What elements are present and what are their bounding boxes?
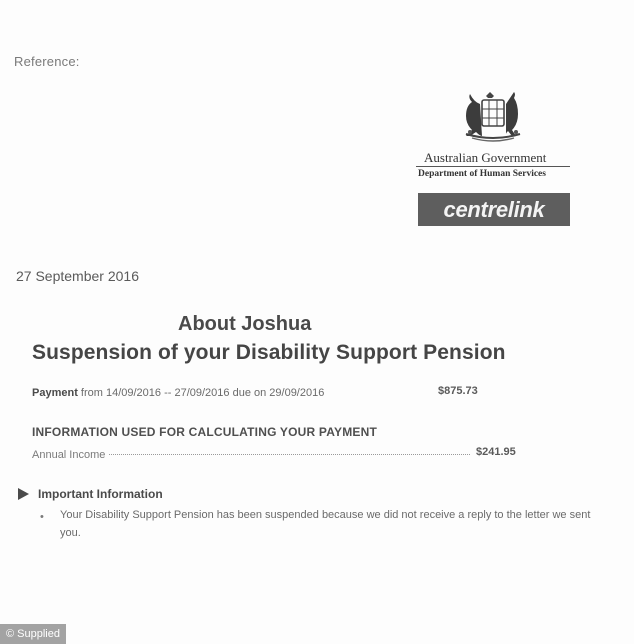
leader-dots	[109, 454, 470, 455]
income-row	[32, 449, 474, 461]
letter-about: About Joshua	[178, 313, 312, 335]
government-name: Australian Government	[424, 150, 547, 165]
reference-label: Reference:	[14, 54, 80, 69]
income-label: Annual Income	[32, 449, 106, 461]
payment-line	[32, 387, 324, 399]
important-heading	[18, 487, 163, 501]
payment-period: from 14/09/2016 -- 27/09/2016 due on 29/09/2016	[80, 387, 325, 399]
letter-headline: Suspension of your Disability Support Pension	[32, 341, 506, 364]
bullet-marker: •	[40, 511, 44, 523]
letter-date: 27 September 2016	[16, 268, 139, 284]
calculation-heading: INFORMATION USED FOR CALCULATING YOUR PAYMENT	[32, 425, 377, 439]
payment-amount: $875.73	[438, 385, 478, 397]
photo-credit: © Supplied	[0, 624, 66, 644]
important-title: Important Information	[38, 487, 163, 501]
income-amount: $241.95	[476, 446, 516, 458]
triangle-right-icon	[18, 488, 29, 500]
department-name: Department of Human Services	[418, 169, 546, 179]
important-text: Your Disability Support Pension has been suspended because we did not receive a reply to the letter we sent you.	[60, 509, 591, 539]
payment-label: Payment	[32, 387, 78, 399]
government-divider	[416, 166, 570, 167]
centrelink-logo: centrelink	[418, 193, 570, 226]
coat-of-arms-icon	[452, 90, 534, 148]
